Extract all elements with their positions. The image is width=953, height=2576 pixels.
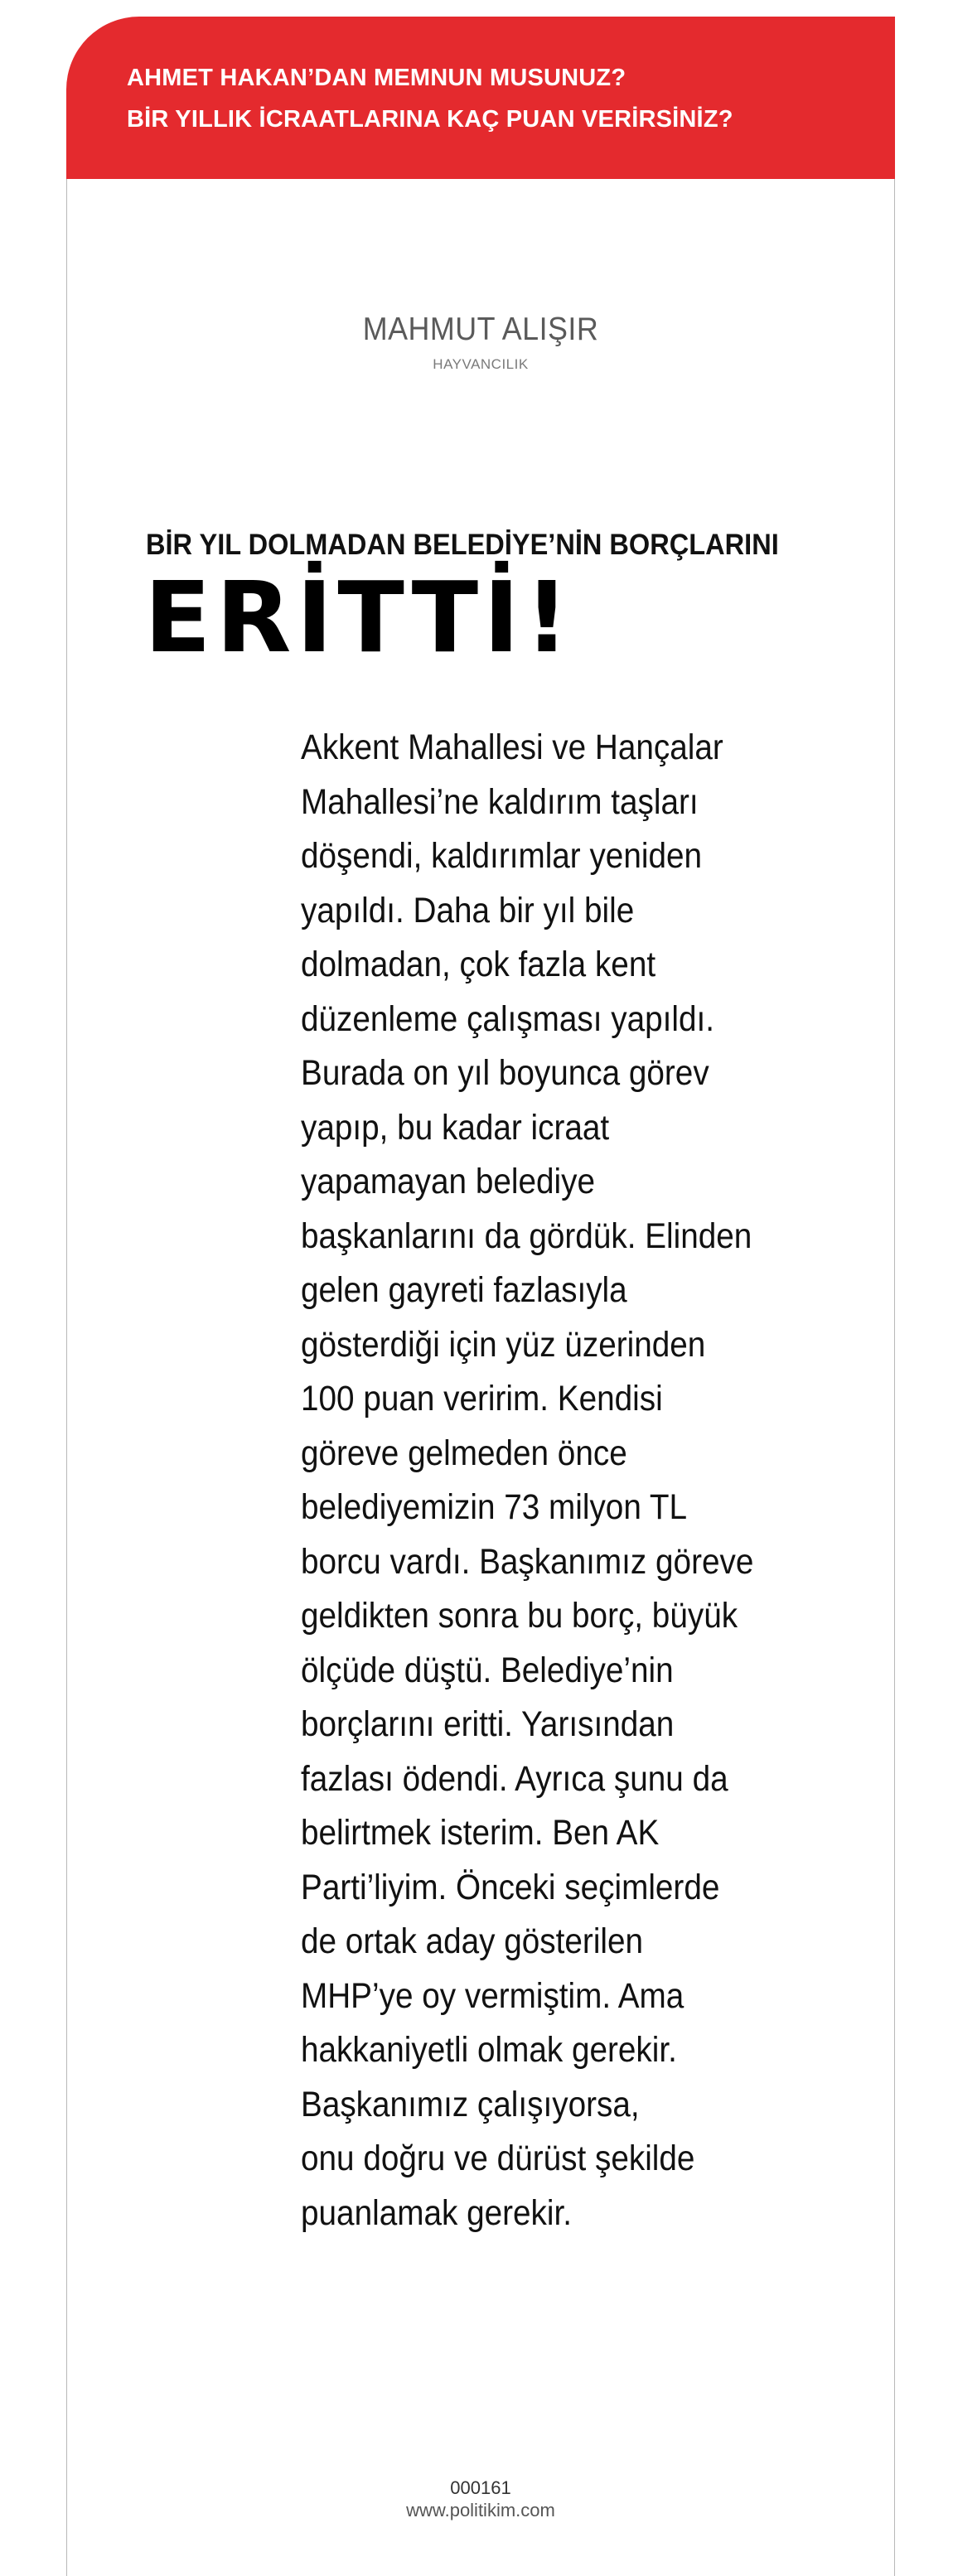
body-line: dolmadan, çok fazla kent (301, 945, 656, 984)
article-body (301, 721, 815, 2240)
body-line: geldikten sonra bu borç, büyük (301, 1596, 738, 1636)
body-line: 100 puan veririm. Kendisi (301, 1379, 663, 1418)
footer-code: 000161 (450, 2477, 511, 2498)
body-line: MHP’ye oy vermiştim. Ama (301, 1975, 685, 2016)
body-line: Burada on yıl boyunca görev (301, 1053, 709, 1093)
body-line: puanlamak gerekir. (301, 2192, 572, 2233)
author-role: HAYVANCILIK (433, 356, 529, 372)
body-line: Parti’liyim. Önceki seçimlerde (301, 1867, 720, 1907)
body-line: borcu vardı. Başkanımız göreve (301, 1541, 754, 1582)
body-line: yapıldı. Daha bir yıl bile (301, 890, 635, 930)
body-line: onu doğru ve dürüst şekilde (301, 2139, 695, 2178)
body-line: hakkaniyetli olmak gerekir. (301, 2030, 677, 2070)
body-line: gelen gayreti fazlasıyla (301, 1270, 627, 1310)
body-line: belediyemizin 73 milyon TL (301, 1487, 688, 1527)
body-line: ölçüde düştü. Belediye’nin (301, 1650, 674, 1690)
body-line: borçlarını eritti. Yarısından (301, 1704, 675, 1744)
banner-question-line-2: BİR YILLIK İCRAATLARINA KAÇ PUAN VERİRSİNİZ? (127, 106, 733, 133)
card-border-right (894, 179, 895, 2576)
body-line: fazlası ödendi. Ayrıca şunu da (301, 1758, 728, 1799)
body-line: de ortak aday gösterilen (301, 1921, 644, 1961)
banner-question-line-1: AHMET HAKAN’DAN MEMNUN MUSUNUZ? (127, 65, 626, 91)
body-line: Başkanımız çalışıyorsa, (301, 2084, 640, 2124)
card-border-left (66, 179, 67, 2576)
body-line: düzenleme çalışması yapıldı. (301, 998, 715, 1039)
body-line: belirtmek isterim. Ben AK (301, 1813, 660, 1853)
body-line: gösterdiği için yüz üzerinden (301, 1324, 706, 1365)
body-line: göreve gelmeden önce (301, 1433, 627, 1473)
body-line: döşendi, kaldırımlar yeniden (301, 836, 703, 876)
headline: ERİTTİ! (144, 560, 574, 674)
body-line: Mahallesi’ne kaldırım taşları (301, 781, 699, 822)
body-line: yapamayan belediye (301, 1162, 595, 1201)
footer-url: www.politikim.com (406, 2500, 555, 2520)
headline-kicker: BİR YIL DOLMADAN BELEDİYE’NİN BORÇLARINI (146, 529, 779, 561)
body-line: başkanlarını da gördük. Elinden (301, 1216, 752, 1256)
body-line: yapıp, bu kadar icraat (301, 1107, 610, 1148)
author-name: MAHMUT ALIŞIR (362, 312, 599, 347)
question-banner (66, 17, 895, 179)
body-line: Akkent Mahallesi ve Hançalar (301, 727, 723, 767)
article-card (66, 17, 895, 2576)
